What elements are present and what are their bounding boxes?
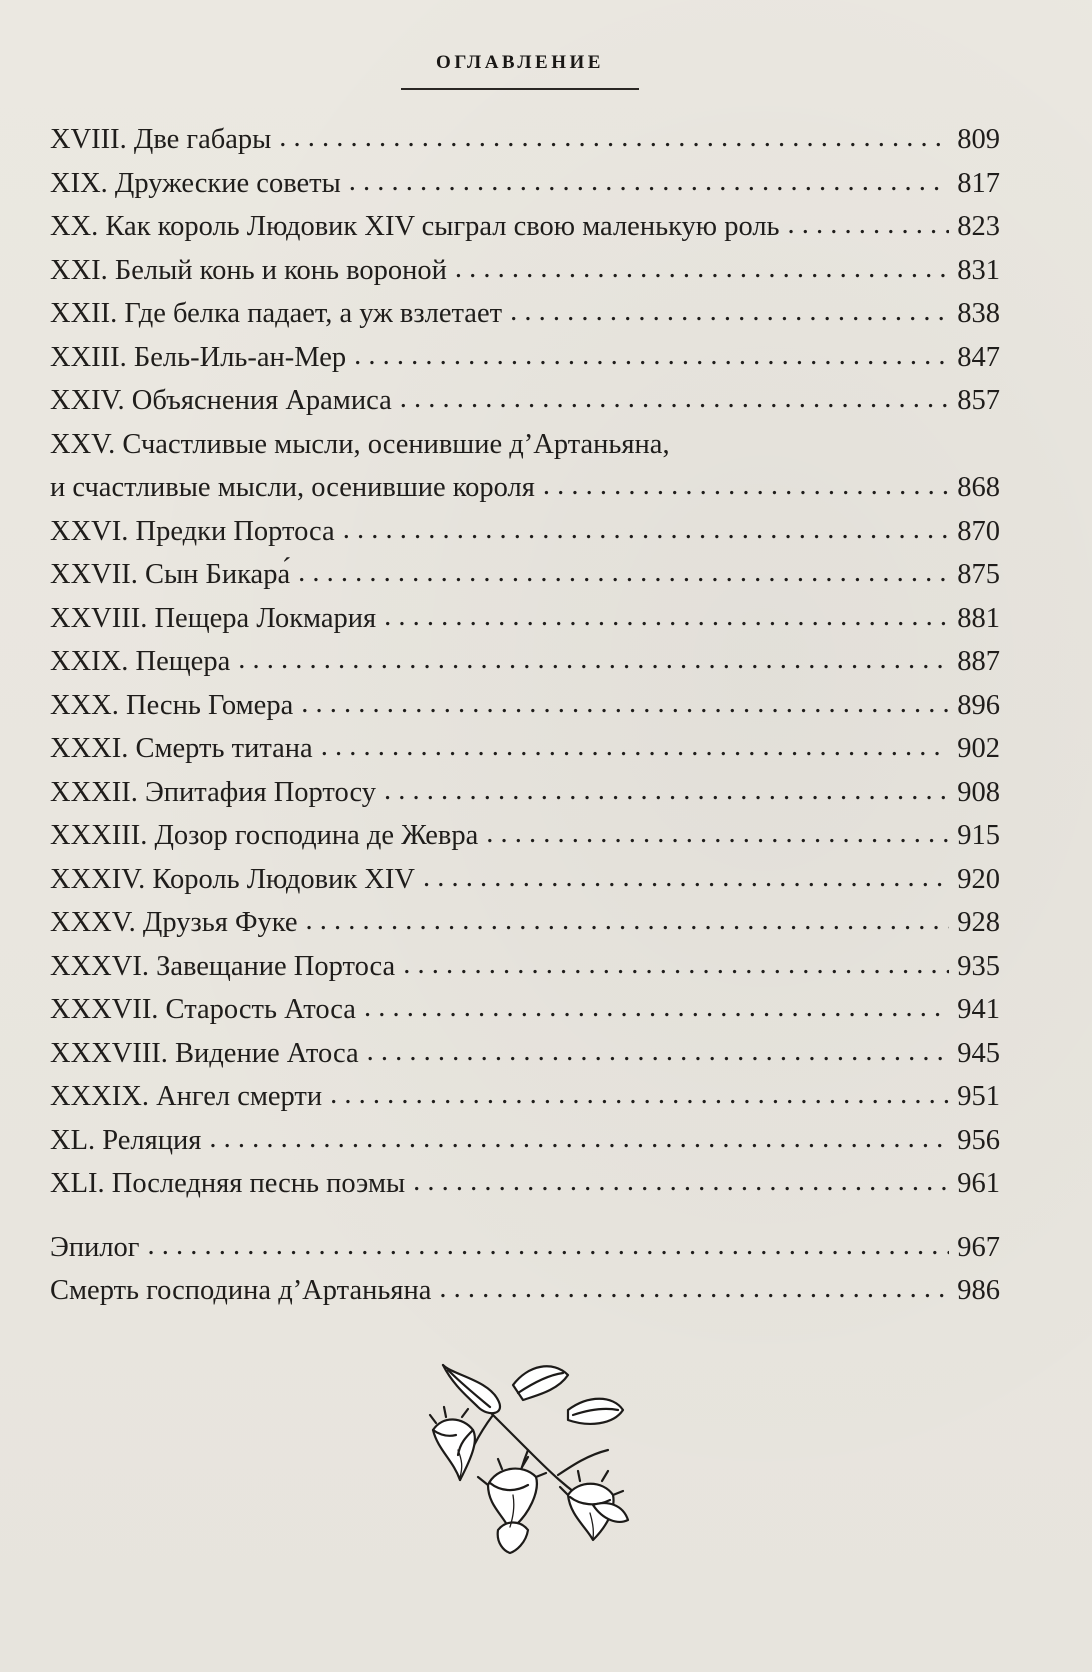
floral-vignette-icon <box>418 1355 632 1555</box>
toc-entry-page: 868 <box>957 472 1000 503</box>
toc-entry-epilogue <box>50 1226 1000 1270</box>
dot-leader <box>543 464 949 508</box>
dot-leader <box>330 1073 949 1117</box>
toc-entry-page: 881 <box>957 602 1000 634</box>
toc-entry-page: 887 <box>957 646 1000 677</box>
toc-entry <box>50 118 1000 162</box>
toc-entry-page: 941 <box>957 994 1000 1025</box>
toc-entry-title: XXII. Где белка падает, а уж взлетает <box>50 298 503 329</box>
toc-entry <box>50 1162 1000 1206</box>
toc-entry-page: 817 <box>957 167 1000 199</box>
dot-leader <box>279 116 949 160</box>
toc-entry-title: XX. Как король Людовик XIV сыграл свою маленькую роль <box>50 211 780 242</box>
toc-entry-title: XXXVIII. Видение Атоса <box>50 1037 359 1069</box>
toc-entry-title: XXXVI. Завещание Портоса <box>50 950 396 982</box>
toc-entry-page: 870 <box>957 515 1000 547</box>
dot-leader <box>147 1224 949 1268</box>
toc-entry-page: 857 <box>957 385 1000 416</box>
toc-entry <box>50 1032 1000 1076</box>
toc-entry-page: 935 <box>957 950 1000 982</box>
dot-leader <box>384 769 949 813</box>
toc-entry <box>50 640 1000 684</box>
toc-entry-title: XXIX. Пещера <box>50 646 231 677</box>
toc-entry-title: XXXV. Друзья Фуке <box>50 907 298 938</box>
dot-leader <box>301 682 949 726</box>
page-title: ОГЛАВЛЕНИЕ <box>436 52 604 73</box>
toc-entry <box>50 249 1000 293</box>
toc-entry-title: XIX. Дружеские советы <box>50 167 341 199</box>
dot-leader <box>343 508 950 552</box>
dot-leader <box>510 290 949 334</box>
dot-leader <box>306 899 950 943</box>
toc-entry <box>50 988 1000 1032</box>
toc-entry-page: 951 <box>957 1081 1000 1112</box>
toc-entry-title: XVIII. Две габары <box>50 124 272 155</box>
toc-entry-title: XLI. Последняя песнь поэмы <box>50 1168 406 1199</box>
toc-entry <box>50 945 1000 989</box>
toc-entry-title: XXXIV. Король Людовик XIV <box>50 863 415 895</box>
dot-leader <box>209 1117 949 1161</box>
toc-entry-title: XXVII. Сын Бикара́ <box>50 559 291 590</box>
toc-entry-title-line1: XXV. Счастливые мысли, осенившие д’Артаньяна, <box>50 428 670 460</box>
toc-entry <box>50 727 1000 771</box>
dot-leader <box>403 943 949 987</box>
toc-entry <box>50 901 1000 945</box>
toc-entry <box>50 379 1000 423</box>
toc-entry <box>50 597 1000 641</box>
dot-leader <box>238 638 949 682</box>
toc-entry-page: 847 <box>957 341 1000 373</box>
toc-entry-title: XXXII. Эпитафия Портосу <box>50 776 376 808</box>
page-header <box>0 52 1040 90</box>
toc-entry <box>50 336 1000 380</box>
toc-entry-page: 920 <box>957 863 1000 895</box>
toc-entry <box>50 292 1000 336</box>
toc-entry-page: 875 <box>957 559 1000 590</box>
dot-leader <box>423 856 949 900</box>
toc-entry-title: XXXI. Смерть титана <box>50 733 313 764</box>
dot-leader <box>354 334 949 378</box>
toc-entry-page: 915 <box>957 820 1000 851</box>
toc-entry-title: XXXIII. Дозор господина де Жевра <box>50 820 479 851</box>
toc-entry-title: XXI. Белый конь и конь вороной <box>50 254 447 286</box>
toc-entry-page: 908 <box>957 776 1000 808</box>
toc-entry-title: XXXIX. Ангел смерти <box>50 1081 323 1112</box>
toc-entry-page: 945 <box>957 1037 1000 1069</box>
dot-leader <box>321 725 950 769</box>
toc-entry-death <box>50 1269 1000 1313</box>
toc-entry-page: 838 <box>957 298 1000 329</box>
section-spacer <box>50 1206 1000 1226</box>
toc-entry <box>50 510 1000 554</box>
toc-entry <box>50 858 1000 902</box>
dot-leader <box>384 595 949 639</box>
dot-leader <box>439 1267 949 1311</box>
toc-entry-page: 902 <box>957 733 1000 764</box>
toc-entry-title-line2: и счастливые мысли, осенившие короля <box>50 472 535 503</box>
toc-entry-title: XL. Реляция <box>50 1124 202 1156</box>
dot-leader <box>413 1160 949 1204</box>
toc-entry-page: 967 <box>957 1231 1000 1263</box>
toc-entry-page: 928 <box>957 907 1000 938</box>
header-rule <box>401 88 639 90</box>
toc-entry-title: Смерть господина д’Артаньяна <box>50 1275 432 1306</box>
toc-entry-title: XXVI. Предки Портоса <box>50 515 335 547</box>
dot-leader <box>486 812 949 856</box>
toc-entry <box>50 205 1000 249</box>
toc-entry-page: 986 <box>957 1275 1000 1306</box>
toc-entry-page: 896 <box>957 689 1000 721</box>
toc-entry <box>50 1075 1000 1119</box>
toc-entry-page: 831 <box>957 254 1000 286</box>
toc-entry-page: 961 <box>957 1168 1000 1199</box>
toc-entry <box>50 814 1000 858</box>
dot-leader <box>349 160 950 204</box>
toc-entry <box>50 684 1000 728</box>
toc-entry-title: XXVIII. Пещера Локмария <box>50 602 377 634</box>
toc-entry-page: 823 <box>957 211 1000 242</box>
dot-leader <box>788 203 950 247</box>
dot-leader <box>367 1030 950 1074</box>
toc-entry-title: Эпилог <box>50 1231 140 1263</box>
toc-entry <box>50 771 1000 815</box>
toc-entry-title: XXXVII. Старость Атоса <box>50 994 356 1025</box>
toc-entry-page: 809 <box>957 124 1000 155</box>
toc-entry-title: XXIII. Бель-Иль-ан-Мер <box>50 341 347 373</box>
toc-entry <box>50 553 1000 597</box>
toc-entry-title: XXX. Песнь Гомера <box>50 689 294 721</box>
toc-entry <box>50 423 1000 510</box>
dot-leader <box>364 986 949 1030</box>
toc-entry-page: 956 <box>957 1124 1000 1156</box>
dot-leader <box>298 551 949 595</box>
dot-leader <box>455 247 949 291</box>
toc-entry <box>50 1119 1000 1163</box>
toc-entry-title: XXIV. Объяснения Арамиса <box>50 385 392 416</box>
table-of-contents <box>50 118 1000 1313</box>
dot-leader <box>400 377 950 421</box>
toc-entry <box>50 162 1000 206</box>
